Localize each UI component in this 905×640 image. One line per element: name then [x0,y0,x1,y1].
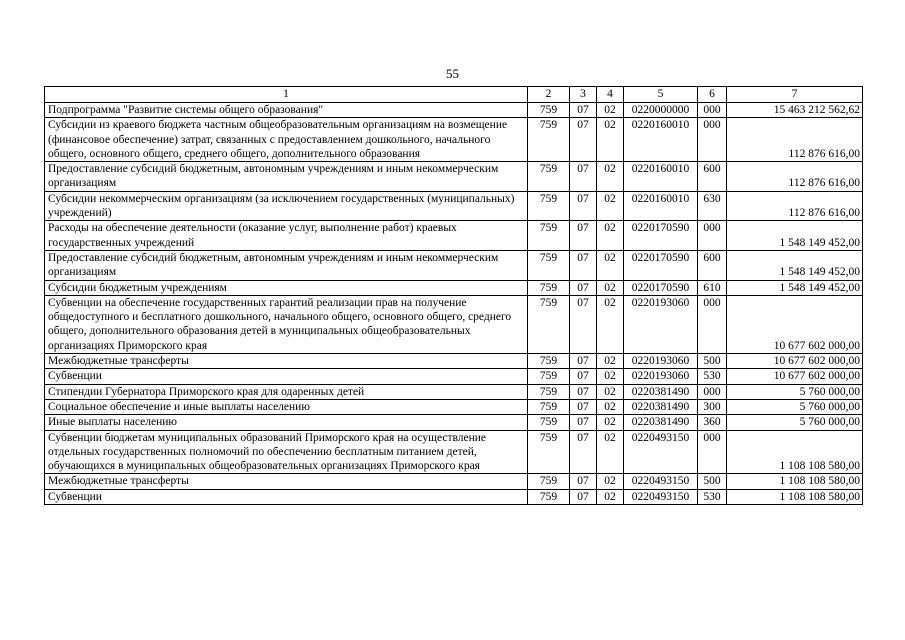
section-code-cell: 07 [570,250,597,280]
target-article-cell: 0220160010 [624,191,698,221]
column-number-row [45,87,863,103]
expense-type-cell: 360 [698,415,727,430]
ministry-code-cell: 759 [528,191,570,221]
target-article-cell: 0220170590 [624,250,698,280]
table-row [45,295,863,353]
subsection-code-cell: 02 [597,474,624,489]
ministry-code-cell: 759 [528,162,570,192]
column-number-7: 7 [727,87,863,103]
target-article-cell: 0220381490 [624,399,698,414]
expense-type-cell: 530 [698,489,727,504]
subsection-code-cell: 02 [597,369,624,384]
amount-cell: 10 677 602 000,00 [727,354,863,369]
table-row [45,489,863,504]
amount-cell: 5 760 000,00 [727,399,863,414]
expense-type-cell: 500 [698,474,727,489]
row-name-cell: Субвенции [45,489,528,504]
row-name-cell: Предоставление субсидий бюджетным, автономным учреждениям и иным некоммерческим организациям [45,162,528,192]
ministry-code-cell: 759 [528,103,570,118]
target-article-cell: 0220160010 [624,118,698,162]
target-article-cell: 0220493150 [624,489,698,504]
section-code-cell: 07 [570,103,597,118]
amount-cell: 1 108 108 580,00 [727,430,863,474]
section-code-cell: 07 [570,399,597,414]
section-code-cell: 07 [570,354,597,369]
section-code-cell: 07 [570,474,597,489]
ministry-code-cell: 759 [528,489,570,504]
row-name-cell: Субсидии некоммерческим организациям (за исключением государственных (муниципальных) учреждений) [45,191,528,221]
target-article-cell: 0220160010 [624,162,698,192]
subsection-code-cell: 02 [597,280,624,295]
section-code-cell: 07 [570,369,597,384]
ministry-code-cell: 759 [528,415,570,430]
column-number-1: 1 [45,87,528,103]
column-number-6: 6 [698,87,727,103]
expense-type-cell: 300 [698,399,727,414]
table-row [45,221,863,251]
section-code-cell: 07 [570,118,597,162]
section-code-cell: 07 [570,191,597,221]
subsection-code-cell: 02 [597,103,624,118]
budget-table [44,86,863,505]
amount-cell: 1 548 149 452,00 [727,221,863,251]
amount-cell: 112 876 616,00 [727,162,863,192]
table-row [45,369,863,384]
subsection-code-cell: 02 [597,191,624,221]
table-row [45,191,863,221]
subsection-code-cell: 02 [597,221,624,251]
section-code-cell: 07 [570,162,597,192]
subsection-code-cell: 02 [597,295,624,353]
amount-cell: 5 760 000,00 [727,384,863,399]
column-number-4: 4 [597,87,624,103]
amount-cell: 10 677 602 000,00 [727,369,863,384]
page-number: 55 [446,66,459,81]
subsection-code-cell: 02 [597,162,624,192]
table-row [45,384,863,399]
target-article-cell: 0220000000 [624,103,698,118]
target-article-cell: 0220193060 [624,295,698,353]
target-article-cell: 0220170590 [624,280,698,295]
expense-type-cell: 000 [698,103,727,118]
table-row [45,280,863,295]
section-code-cell: 07 [570,280,597,295]
subsection-code-cell: 02 [597,399,624,414]
row-name-cell: Субсидии бюджетным учреждениям [45,280,528,295]
subsection-code-cell: 02 [597,430,624,474]
ministry-code-cell: 759 [528,354,570,369]
table-row [45,354,863,369]
ministry-code-cell: 759 [528,384,570,399]
row-name-cell: Иные выплаты населению [45,415,528,430]
expense-type-cell: 500 [698,354,727,369]
row-name-cell: Расходы на обеспечение деятельности (оказание услуг, выполнение работ) краевых государственных учреждений [45,221,528,251]
expense-type-cell: 000 [698,430,727,474]
amount-cell: 1 548 149 452,00 [727,250,863,280]
subsection-code-cell: 02 [597,384,624,399]
row-name-cell: Предоставление субсидий бюджетным, автономным учреждениям и иным некоммерческим организациям [45,250,528,280]
expense-type-cell: 530 [698,369,727,384]
row-name-cell: Субвенции бюджетам муниципальных образований Приморского края на осуществление отдельных государственных полномочий по обеспечению бесплатным питанием детей, обучающихся в муниципальных общеобразовательных организациях Приморского края [45,430,528,474]
target-article-cell: 0220493150 [624,474,698,489]
ministry-code-cell: 759 [528,430,570,474]
section-code-cell: 07 [570,221,597,251]
amount-cell: 10 677 602 000,00 [727,295,863,353]
amount-cell: 15 463 212 562,62 [727,103,863,118]
ministry-code-cell: 759 [528,474,570,489]
table-row [45,399,863,414]
expense-type-cell: 610 [698,280,727,295]
section-code-cell: 07 [570,384,597,399]
target-article-cell: 0220193060 [624,354,698,369]
row-name-cell: Социальное обеспечение и иные выплаты населению [45,399,528,414]
section-code-cell: 07 [570,415,597,430]
section-code-cell: 07 [570,295,597,353]
target-article-cell: 0220170590 [624,221,698,251]
target-article-cell: 0220493150 [624,430,698,474]
amount-cell: 1 108 108 580,00 [727,489,863,504]
amount-cell: 112 876 616,00 [727,118,863,162]
target-article-cell: 0220381490 [624,384,698,399]
row-name-cell: Стипендии Губернатора Приморского края для одаренных детей [45,384,528,399]
table-row [45,103,863,118]
target-article-cell: 0220381490 [624,415,698,430]
section-code-cell: 07 [570,430,597,474]
table-row [45,118,863,162]
ministry-code-cell: 759 [528,221,570,251]
subsection-code-cell: 02 [597,489,624,504]
ministry-code-cell: 759 [528,118,570,162]
subsection-code-cell: 02 [597,250,624,280]
amount-cell: 1 108 108 580,00 [727,474,863,489]
ministry-code-cell: 759 [528,280,570,295]
amount-cell: 1 548 149 452,00 [727,280,863,295]
column-number-3: 3 [570,87,597,103]
ministry-code-cell: 759 [528,399,570,414]
table-row [45,474,863,489]
ministry-code-cell: 759 [528,295,570,353]
expense-type-cell: 600 [698,162,727,192]
expense-type-cell: 000 [698,384,727,399]
budget-table-body [45,87,863,505]
amount-cell: 5 760 000,00 [727,415,863,430]
subsection-code-cell: 02 [597,415,624,430]
table-row [45,415,863,430]
row-name-cell: Межбюджетные трансферты [45,474,528,489]
subsection-code-cell: 02 [597,118,624,162]
row-name-cell: Субвенции на обеспечение государственных гарантий реализации прав на получение общедоступного и бесплатного дошкольного, начального общего, основного общего, среднего общего, дополнительного образования детей в муниципальных общеобразовательных организациях Приморского края [45,295,528,353]
ministry-code-cell: 759 [528,250,570,280]
row-name-cell: Межбюджетные трансферты [45,354,528,369]
expense-type-cell: 000 [698,221,727,251]
table-row [45,162,863,192]
column-number-2: 2 [528,87,570,103]
amount-cell: 112 876 616,00 [727,191,863,221]
expense-type-cell: 000 [698,118,727,162]
column-number-5: 5 [624,87,698,103]
expense-type-cell: 600 [698,250,727,280]
ministry-code-cell: 759 [528,369,570,384]
subsection-code-cell: 02 [597,354,624,369]
row-name-cell: Подпрограмма "Развитие системы общего образования" [45,103,528,118]
row-name-cell: Субвенции [45,369,528,384]
section-code-cell: 07 [570,489,597,504]
expense-type-cell: 630 [698,191,727,221]
expense-type-cell: 000 [698,295,727,353]
target-article-cell: 0220193060 [624,369,698,384]
table-row [45,250,863,280]
row-name-cell: Субсидии из краевого бюджета частным общеобразовательным организациям на возмещение (финансовое обеспечение) затрат, связанных с предоставлением дошкольного, начального общего, основного общего, среднего общего, дополнительного образования [45,118,528,162]
table-row [45,430,863,474]
